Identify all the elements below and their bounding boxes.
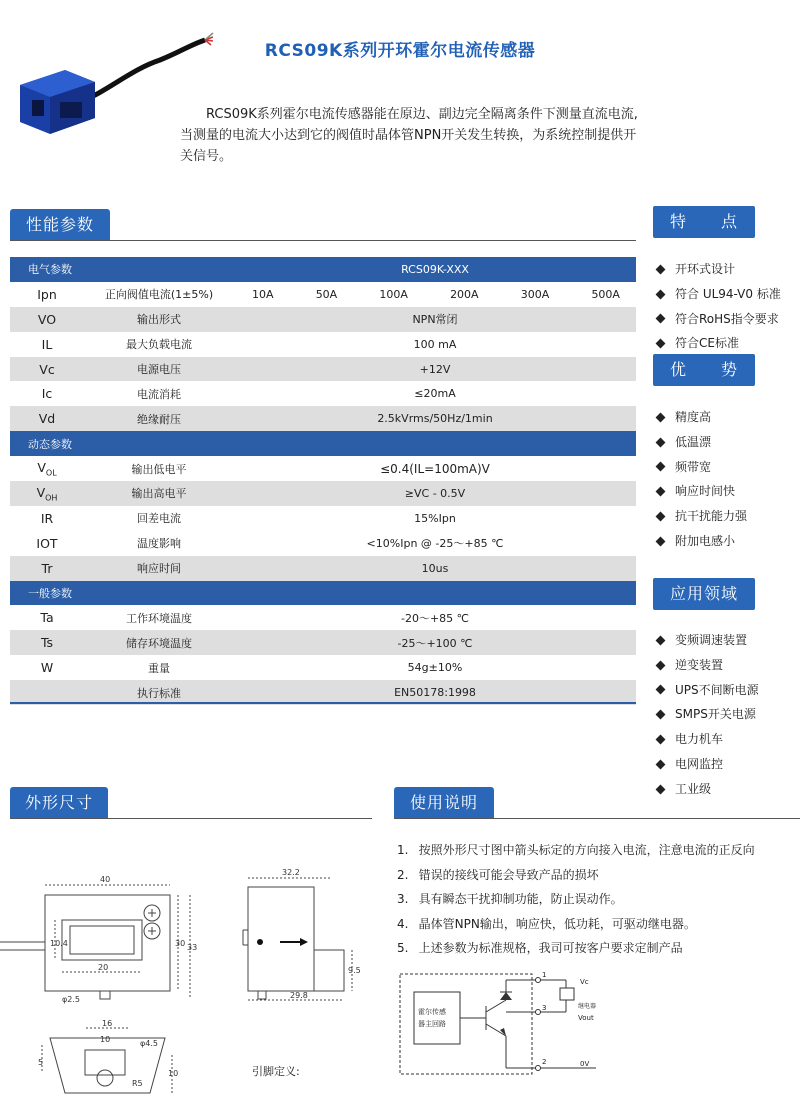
applications-list [657,628,797,802]
dim-label: φ4.5 [140,1039,158,1048]
table-row [10,556,636,581]
list-item: 1. 按照外形尺寸图中箭头标定的方向接入电流，注意电流的正反向 [397,843,755,857]
pin-number: 2 [542,1058,547,1066]
param-value: 2.5kVrms/50Hz/1min [234,406,636,431]
diamond-bullet-icon [656,735,666,745]
param-name: 执行标准 [84,680,234,705]
intro-paragraph: RCS09K系列霍尔电流传感器能在原边、副边完全隔离条件下测量直流电流,当测量的电流大小达到它的阀值时晶体管NPN开关发生转换，为系统控制提供开关信号。 [180,107,638,164]
param-name: 输出低电平 [84,456,234,481]
diamond-bullet-icon [656,784,666,794]
group-header-general [10,581,636,606]
param-symbol: IOT [10,531,84,556]
list-item: 抗干扰能力强 [657,504,797,529]
diamond-bullet-icon [656,710,666,720]
list-item: 工业级 [657,777,797,802]
circuit-box-label: 霍尔传感 [418,1008,446,1016]
list-item: 符合CE标准 [657,331,797,356]
list-item: 精度高 [657,405,797,430]
relay-label: 继电器 [578,1003,597,1010]
threshold-value: 10A [252,287,274,301]
usage-list [397,838,797,961]
dim-label: R5 [132,1079,143,1088]
vout-label: Vout [578,1014,594,1022]
param-symbol: Ta [10,605,84,630]
param-name: 绝缘耐压 [84,406,234,431]
list-item: 4. 晶体管NPN输出，响应快，低功耗，可驱动继电器。 [397,916,696,931]
vc-label: Vc [580,978,589,986]
table-row [10,307,636,332]
threshold-value: 300A [520,287,550,301]
dim-label: 29.8 [290,991,308,1000]
dim-label: 9.5 [348,966,361,975]
diamond-bullet-icon [656,314,666,324]
param-name: 电源电压 [84,357,234,382]
param-symbol: W [10,655,84,680]
list-item: 电网监控 [657,752,797,777]
group-label: 电气参数 [10,257,234,282]
list-item: 符合RoHS指令要求 [657,307,797,332]
list-item: 3. 具有瞬态干扰抑制功能，防止误动作。 [397,892,623,907]
param-value: EN50178:1998 [234,680,636,705]
circuit-box-label: 器主回路 [418,1020,446,1028]
group-header-electrical [10,257,636,282]
list-item: 电力机车 [657,727,797,752]
circuit-diagram [396,970,616,1082]
table-row [10,357,636,382]
list-item: 逆变装置 [657,653,797,678]
param-name: 回差电流 [84,506,234,531]
param-name: 输出高电平 [84,481,234,506]
group-label: 一般参数 [10,581,636,606]
diamond-bullet-icon [656,487,666,497]
param-name: 正向阀值电流(1±5%) [84,282,234,307]
param-symbol: Tr [10,556,84,581]
param-name: 最大负载电流 [84,332,234,357]
param-symbol: IR [10,506,84,531]
dim-label: 10 [100,1035,111,1044]
param-name: 重量 [84,655,234,680]
spec-table [10,257,636,705]
threshold-value: 50A [315,287,338,301]
param-symbol: Vd [10,406,84,431]
param-symbol: Vc [10,357,84,382]
param-value: 54g±10% [234,655,636,680]
param-symbol: IL [10,332,84,357]
dimension-drawing [0,860,380,1120]
advantages-list [657,405,797,554]
list-item: 低温漂 [657,430,797,455]
model-label: RCS09K-XXX [234,257,636,282]
section-performance: 性能参数 [10,209,110,241]
param-value: <10%Ipn @ -25～+85 ℃ [234,531,636,556]
dim-label: 5 [38,1058,44,1067]
list-item: 开环式设计 [657,257,797,282]
features-list [657,257,797,356]
section-advantages: 优 势 [653,354,755,386]
diamond-bullet-icon [656,685,666,695]
table-row [10,381,636,406]
dim-label: φ2.5 [62,995,80,1004]
param-symbol: Ipn [10,282,84,307]
param-value: ≤20mA [234,381,636,406]
diamond-bullet-icon [656,660,666,670]
table-bottom-rule [10,702,636,704]
diamond-bullet-icon [656,536,666,546]
param-symbol: $V_{OH}$ [10,481,84,506]
performance-divider [10,240,636,241]
list-item: 变频调速装置 [657,628,797,653]
table-row [10,506,636,531]
param-name: 温度影响 [84,531,234,556]
dim-label: 16 [102,1019,113,1028]
param-symbol: $V_{OL}$ [10,456,84,481]
dim-label: 10.4 [50,939,68,948]
diamond-bullet-icon [656,339,666,349]
param-value: NPN常闭 [234,307,636,332]
list-item: UPS不间断电源 [657,678,797,703]
list-item: 符合 UL94-V0 标准 [657,282,797,307]
usage-divider [394,818,800,819]
dim-label: 20 [98,963,109,972]
dim-label: 32.2 [282,868,300,877]
gnd-label: 0V [580,1060,590,1068]
table-row [10,282,636,307]
param-name: 储存环境温度 [84,630,234,655]
dim-label: 30 [175,939,186,948]
param-value: -20～+85 ℃ [234,605,636,630]
section-applications: 应用领域 [653,578,755,610]
table-row [10,605,636,630]
diamond-bullet-icon [656,462,666,472]
table-row [10,456,636,481]
table-row [10,630,636,655]
param-value: ≥VC - 0.5V [234,481,636,506]
pin-definition-label: 引脚定义: [252,1065,300,1078]
param-value: ≤0.4(IL=100mA)V [234,456,636,481]
pin-number: 1 [542,971,547,979]
pin-number: 3 [542,1004,547,1012]
table-row [10,332,636,357]
section-features: 特 点 [653,206,755,238]
group-header-dynamic [10,431,636,456]
diamond-bullet-icon [656,635,666,645]
dimensions-divider [10,818,372,819]
threshold-value: 500A [591,287,620,301]
table-row [10,481,636,506]
section-dimensions: 外形尺寸 [10,787,108,819]
diamond-bullet-icon [656,437,666,447]
diamond-bullet-icon [656,412,666,422]
list-item: 响应时间快 [657,479,797,504]
list-item: 5. 上述参数为标准规格，我司可按客户要求定制产品 [397,941,683,956]
table-row [10,655,636,680]
param-name: 电流消耗 [84,381,234,406]
group-label: 动态参数 [10,431,636,456]
diamond-bullet-icon [656,512,666,522]
dim-label: 40 [100,875,111,884]
threshold-value: 100A [379,287,408,301]
list-item: 频带宽 [657,455,797,480]
param-name: 输出形式 [84,307,234,332]
table-row [10,531,636,556]
threshold-value: 200A [450,287,479,301]
param-symbol: VO [10,307,84,332]
dim-label: 10 [168,1069,179,1078]
list-item: SMPS开关电源 [657,702,797,727]
param-value: 100 mA [234,332,636,357]
param-symbol: Ic [10,381,84,406]
diamond-bullet-icon [656,759,666,769]
section-usage: 使用说明 [394,787,494,819]
list-item: 2. 错误的接线可能会导致产品的损坏 [397,867,599,882]
param-value: +12V [234,357,636,382]
page-title: RCS09K系列开环霍尔电流传感器 [264,41,536,61]
param-name: 工作环境温度 [84,605,234,630]
param-symbol: Ts [10,630,84,655]
param-value: 15%Ipn [234,506,636,531]
param-value: -25～+100 ℃ [234,630,636,655]
list-item: 附加电感小 [657,529,797,554]
param-value: 10us [234,556,636,581]
diamond-bullet-icon [656,264,666,274]
diamond-bullet-icon [656,289,666,299]
dim-label: 33 [187,943,198,952]
param-values [234,282,636,307]
param-name: 响应时间 [84,556,234,581]
table-row [10,406,636,431]
